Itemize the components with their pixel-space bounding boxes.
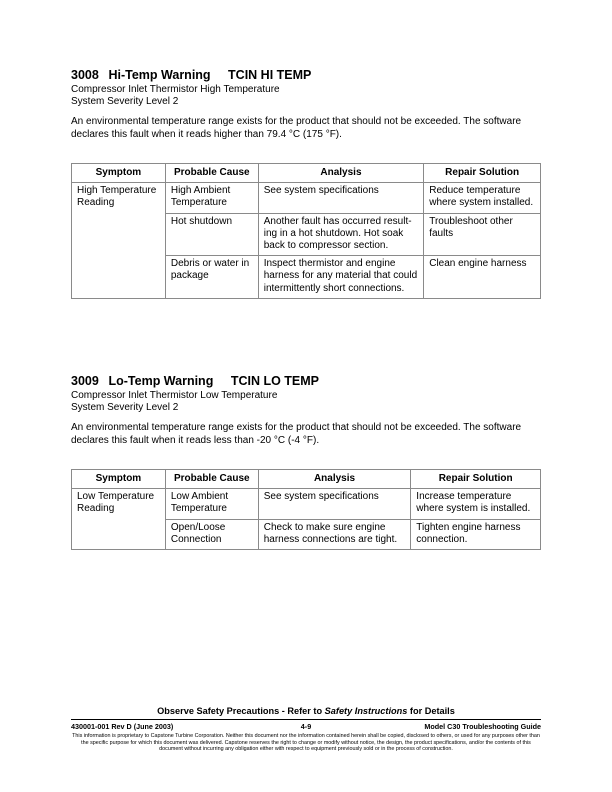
cause-cell: Hot shutdown bbox=[165, 213, 258, 256]
solution-cell: Reduce temperature where system installed. bbox=[424, 183, 541, 213]
solution-cell: Clean engine harness bbox=[424, 256, 541, 299]
analysis-cell: Inspect thermistor and engine harness for any material that could intermittently short connections. bbox=[258, 256, 424, 299]
cause-cell: Debris or water in package bbox=[165, 256, 258, 299]
fault-subtitle: Compressor Inlet Thermistor High Temperature bbox=[71, 84, 280, 95]
fault-description: An environmental temperature range exists for the product that should not be exceeded. The software declares this fault when it reads less than -20 °C (-4 °F). bbox=[71, 422, 522, 446]
fault-section-3008 bbox=[71, 68, 541, 299]
fault-subtitle: Compressor Inlet Thermistor Low Temperature bbox=[71, 390, 278, 401]
fault-message: Lo-Temp Warning bbox=[108, 374, 214, 388]
header-analysis: Analysis bbox=[258, 164, 424, 183]
troubleshooting-table bbox=[71, 163, 541, 299]
troubleshooting-table bbox=[71, 469, 541, 550]
fault-title bbox=[71, 68, 541, 82]
solution-cell: Troubleshoot other faults bbox=[424, 213, 541, 256]
fault-signal: TCIN HI TEMP bbox=[228, 68, 312, 82]
header-repair-solution: Repair Solution bbox=[424, 164, 541, 183]
page-number: 4-9 bbox=[300, 722, 312, 731]
header-probable-cause: Probable Cause bbox=[165, 164, 258, 183]
solution-cell: Increase temperature where system is installed. bbox=[411, 489, 541, 519]
cause-cell: Open/Loose Connection bbox=[165, 519, 258, 549]
safety-note-prefix: Observe Safety Precautions - Refer to bbox=[157, 706, 325, 716]
fault-section-3009 bbox=[71, 374, 541, 550]
fault-signal: TCIN LO TEMP bbox=[230, 374, 320, 388]
table-header-row bbox=[72, 164, 541, 183]
header-symptom: Symptom bbox=[72, 470, 166, 489]
footer-divider bbox=[71, 719, 541, 720]
header-symptom: Symptom bbox=[72, 164, 166, 183]
header-analysis: Analysis bbox=[258, 470, 411, 489]
table-row bbox=[72, 489, 541, 519]
fault-severity: System Severity Level 2 bbox=[71, 402, 179, 413]
fault-code: 3008 bbox=[71, 68, 99, 82]
cause-cell: High Ambient Temperature bbox=[165, 183, 258, 213]
safety-instructions-ref: Safety Instructions bbox=[324, 706, 408, 716]
analysis-cell: See system specifications bbox=[258, 489, 411, 519]
symptom-cell: Low Temperature Reading bbox=[72, 489, 166, 550]
guide-title: Model C30 Troubleshooting Guide bbox=[424, 722, 541, 731]
fault-message: Hi-Temp Warning bbox=[108, 68, 211, 82]
analysis-cell: Another fault has occurred result-ing in a hot shutdown. Hot soak back to compressor section. bbox=[258, 213, 424, 256]
doc-number: 430001-001 Rev D (June 2003) bbox=[71, 722, 174, 731]
cause-cell: Low Ambient Temperature bbox=[165, 489, 258, 519]
analysis-cell: Check to make sure engine harness connections are tight. bbox=[258, 519, 411, 549]
fault-title bbox=[71, 374, 541, 388]
symptom-cell: High Temperature Reading bbox=[72, 183, 166, 299]
header-probable-cause: Probable Cause bbox=[165, 470, 258, 489]
table-row bbox=[72, 183, 541, 213]
analysis-cell: See system specifications bbox=[258, 183, 424, 213]
solution-cell: Tighten engine harness connection. bbox=[411, 519, 541, 549]
safety-note-suffix: for Details bbox=[407, 706, 455, 716]
safety-note bbox=[0, 706, 612, 716]
legal-notice: This information is proprietary to Capstone Turbine Corporation. Neither this document nor the information contained herein shall be copied, disclosed to others, or used for any purposes other than the specific purpose for which this document was delivered. Capstone reserves the right to change or modify without notice, the design, the product specifications, and/or the contents of this document without incurring any obligation either with respect to equipment previously sold or in the process of construction. bbox=[72, 733, 540, 753]
table-header-row bbox=[72, 470, 541, 489]
fault-severity: System Severity Level 2 bbox=[71, 96, 179, 107]
fault-code: 3009 bbox=[71, 374, 99, 388]
fault-description: An environmental temperature range exists for the product that should not be exceeded. The software declares this fault when it reads higher than 79.4 °C (175 °F). bbox=[71, 116, 522, 140]
header-repair-solution: Repair Solution bbox=[411, 470, 541, 489]
